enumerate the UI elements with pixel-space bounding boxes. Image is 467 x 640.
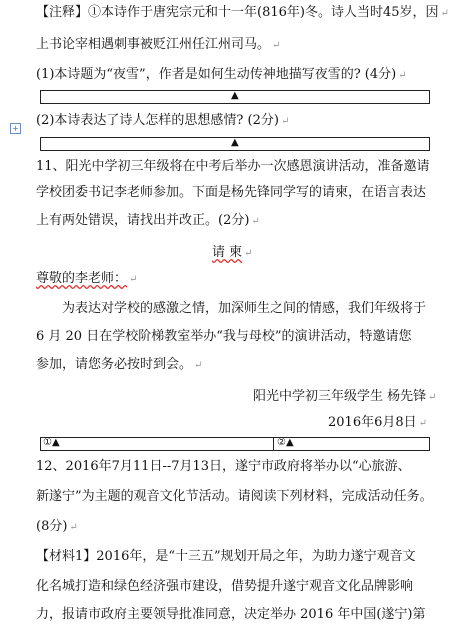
answer-box-divider — [273, 438, 274, 450]
answer-placeholder-marker: ▲ — [231, 137, 239, 148]
invitation-body-line-3: 参加，请您务必按时到会。 ↵ — [36, 357, 203, 372]
invitation-body-line-1: 为表达对学校的感激之情，加深师生之间的情感，我们年级将于 — [62, 301, 427, 316]
answer-box-q11[interactable] — [40, 437, 430, 451]
question-11-line-1: 11、阳光中学初三年级将在中考后举办一次感恩演讲活动，准备邀请 — [36, 159, 430, 174]
invitation-body-line-2: 6 月 20 日在学校阶梯教室举办“我与母校”的演讲活动，特邀请您 — [36, 329, 412, 344]
material-1-line-2: 化名城打造和绿色经济强市建设，借势提升遂宁观音文化品牌影响 — [36, 579, 414, 594]
invitation-greeting: 尊敬的李老师： ↵ — [36, 271, 138, 286]
question-1: (1)本诗题为“夜雪”，作者是如何生动传神地描写夜雪的? (4分) ↵ — [36, 67, 407, 82]
invitation-signature: 阳光中学初三年级学生 杨先锋 ↵ — [253, 389, 437, 404]
material-1-line-1: 【材料1】2016年，是“十三五”规划开局之年，为助力遂宁观音文 — [36, 549, 416, 564]
answer-placeholder-marker: ▲ — [231, 90, 239, 101]
invitation-date: 2016年6月8日 ↵ — [328, 415, 428, 430]
answer-1-marker: ①▲ — [43, 437, 60, 448]
invitation-title: 请 柬 ↵ — [212, 245, 253, 260]
question-11-line-3: 上有两处错误，请找出并改正。(2分) ↵ — [36, 213, 260, 228]
question-12-line-3: (8分) ↵ — [36, 519, 78, 534]
answer-2-marker: ②▲ — [277, 437, 294, 448]
material-1-line-3: 力，报请市政府主要领导批准同意，决定举办 2016 年中国(遂宁)第 — [36, 607, 426, 622]
answer-box-q1[interactable] — [40, 90, 430, 104]
answer-box-q2[interactable] — [40, 137, 430, 151]
note-line-2: 上书论宰相遇刺事被贬江州任江州司马。 ↵ — [36, 37, 281, 52]
question-11-line-2: 学校团委书记李老师参加。下面是杨先锋同学写的请柬，在语言表达 — [36, 185, 427, 200]
question-2: (2)本诗表达了诗人怎样的思想感情? (2分) ↵ — [36, 113, 290, 128]
note-line-1: 【注释】①本诗作于唐宪宗元和十一年(816年)冬。诗人当时45岁，因 ↵ — [36, 5, 449, 20]
question-12-line-2: 新遂宁”为主题的观音文化节活动。请阅读下列材料，完成活动任务。 — [36, 489, 433, 504]
question-12-line-1: 12、2016年7月11日--7月13日，遂宁市政府将举办以“心旅游、 — [36, 459, 411, 474]
table-move-handle-icon[interactable]: + — [10, 123, 21, 134]
